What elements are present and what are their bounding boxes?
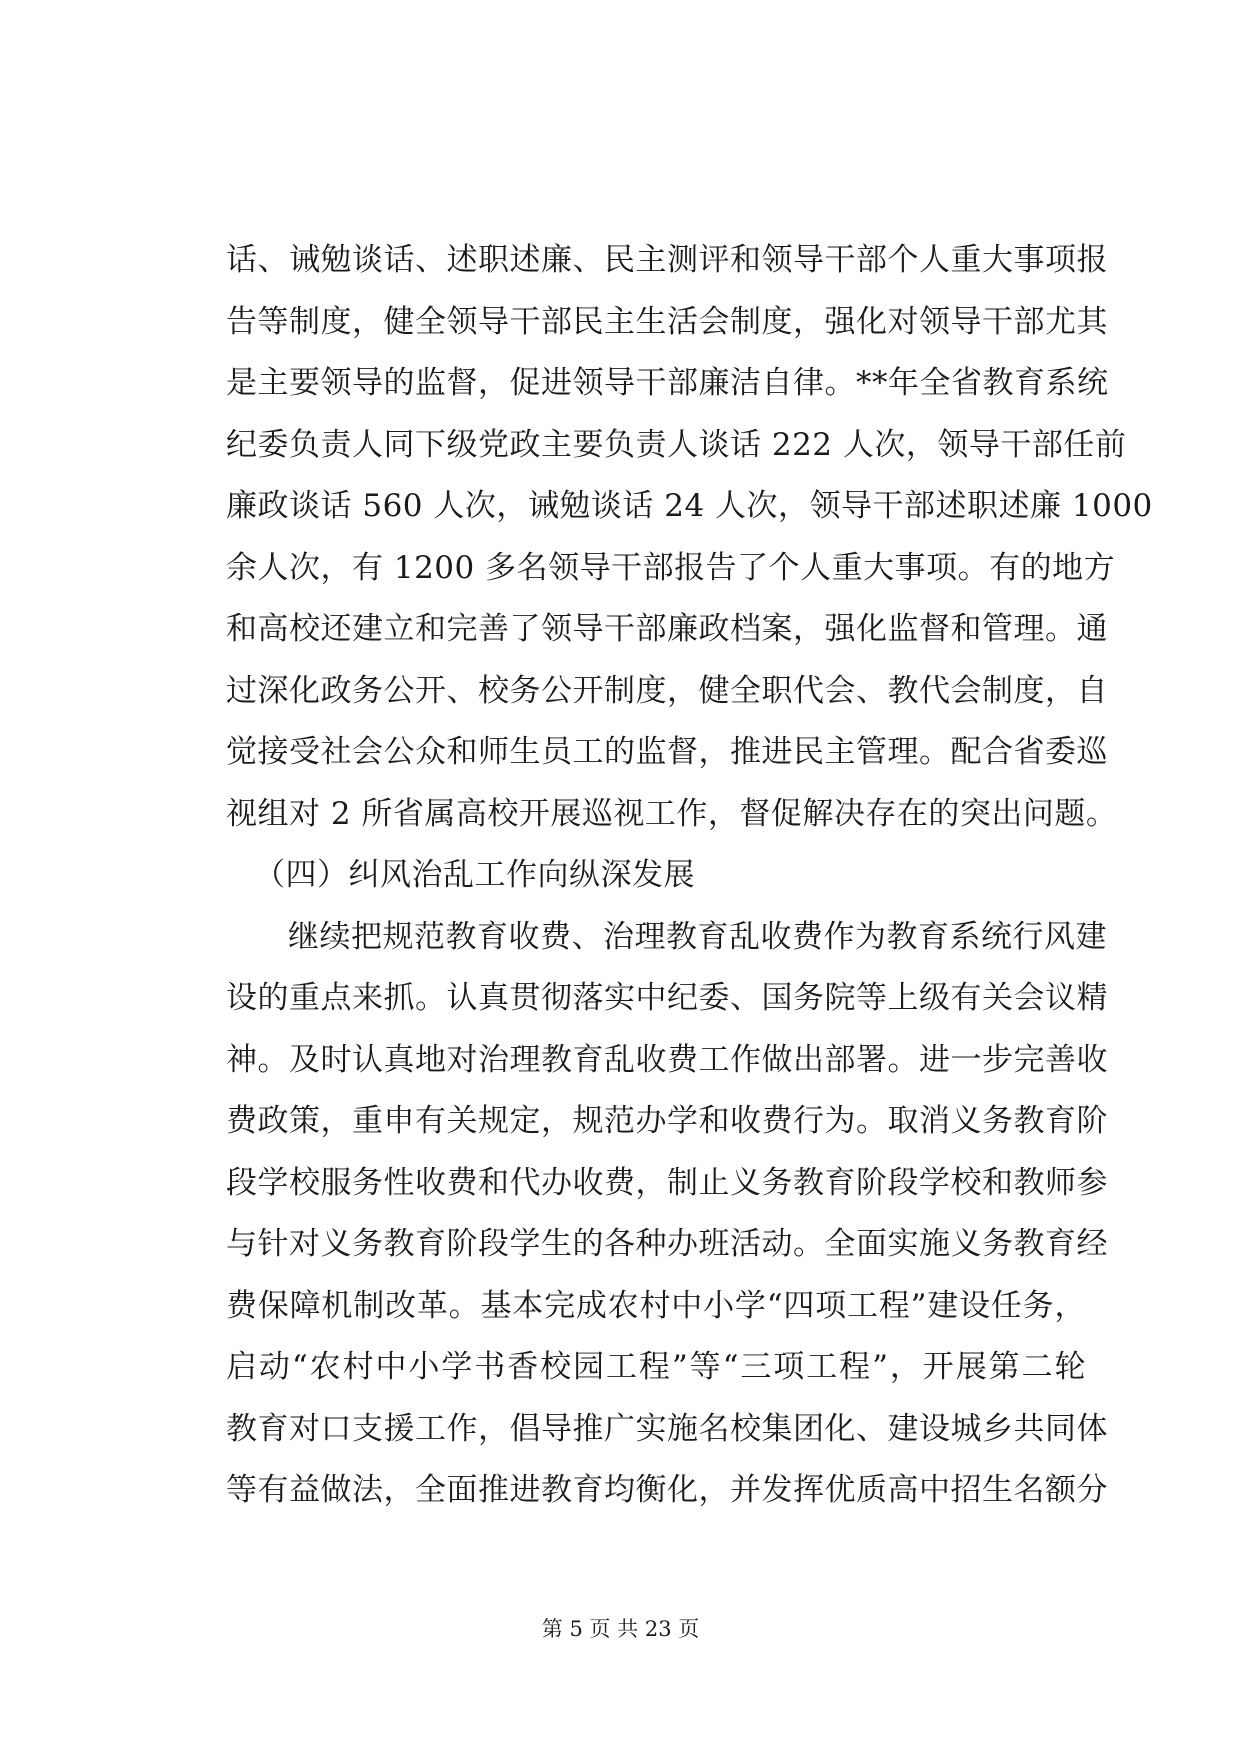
text-line: 神。及时认真地对治理教育乱收费工作做出部署。进一步完善收 — [226, 1041, 1108, 1078]
paragraph-first-line: 继续把规范教育收费、治理教育乱收费作为教育系统行风建 — [288, 918, 1107, 955]
text-line: 和高校还建立和完善了领导干部廉政档案，强化监督和管理。通 — [226, 611, 1108, 647]
page-number-footer: 第 5 页 共 23 页 — [541, 1617, 700, 1641]
text-line: 等有益做法，全面推进教育均衡化，并发挥优质高中招生名额分 — [226, 1472, 1108, 1508]
text-line: 与针对义务教育阶段学生的各种办班活动。全面实施义务教育经 — [226, 1226, 1108, 1262]
text-line: 过深化政务公开、校务公开制度，健全职代会、教代会制度，自 — [226, 672, 1108, 709]
text-line: 余人次，有 1200 多名领导干部报告了个人重大事项。有的地方 — [226, 549, 1116, 586]
text-line: 段学校服务性收费和代办收费，制止义务教育阶段学校和教师参 — [226, 1164, 1108, 1201]
section-heading: （四）纠风治乱工作向纵深发展 — [254, 857, 695, 893]
text-line: 告等制度，健全领导干部民主生活会制度，强化对领导干部尤其 — [226, 303, 1108, 340]
text-line: 话、诫勉谈话、述职述廉、民主测评和领导干部个人重大事项报 — [226, 242, 1108, 278]
text-line: 视组对 2 所省属高校开展巡视工作，督促解决存在的突出问题。 — [226, 795, 1118, 832]
text-line: 费政策，重申有关规定，规范办学和收费行为。取消义务教育阶 — [226, 1103, 1108, 1139]
text-line: 设的重点来抓。认真贯彻落实中纪委、国务院等上级有关会议精 — [226, 980, 1108, 1016]
text-line: 启动“农村中小学书香校园工程”等“三项工程”，开展第二轮 — [226, 1349, 1086, 1385]
text-line: 是主要领导的监督，促进领导干部廉洁自律。**年全省教育系统 — [226, 365, 1109, 401]
text-line: 教育对口支援工作，倡导推广实施名校集团化、建设城乡共同体 — [226, 1410, 1108, 1447]
document-body — [226, 230, 1153, 1522]
text-line: 纪委负责人同下级党政主要负责人谈话 222 人次，领导干部任前 — [226, 426, 1127, 463]
text-line: 费保障机制改革。基本完成农村中小学“四项工程”建设任务， — [226, 1287, 1086, 1324]
text-line: 廉政谈话 560 人次，诫勉谈话 24 人次，领导干部述职述廉 1000 — [226, 488, 1153, 524]
text-line: 觉接受社会公众和师生员工的监督，推进民主管理。配合省委巡 — [226, 734, 1108, 770]
